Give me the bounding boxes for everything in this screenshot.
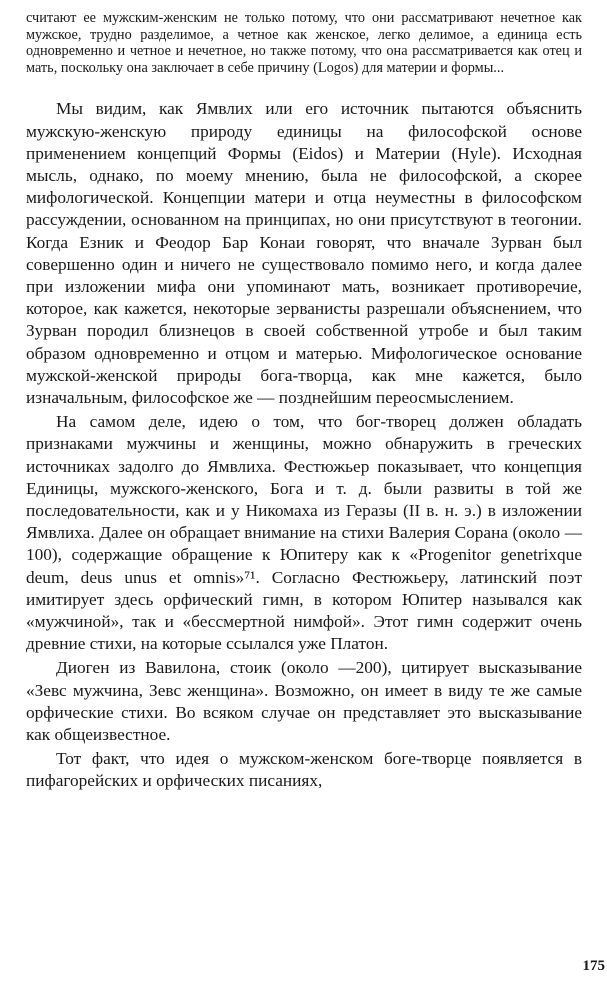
paragraph-4: Тот факт, что идея о мужском-женском боге-творце появляется в пифагорейских и орфических писаниях,: [26, 749, 582, 791]
paragraph-1: Мы видим, как Ямвлих или его источник пытаются объяснить мужскую-женскую природу единицы на философской основе применением концепций Формы (Eidos) и Материи (Hyle). Исходная мысль, однако, по моему мнению, была не философской, а скорее мифологической. Концепции матери и отца неуместны в философском рассуждении, основанном на принципах, но они присутствуют в теогонии. Когда Езник и Феодор Бар Конаи говорят, что вначале Зурван был совершенно один и ничего не существовало помимо него, и когда далее при изложении мифа они упоминают мать, возникает противоречие, которое, как кажется, некоторые зерванисты разрешали объяснением, что Зурван породил близнецов в своей собственной утробе и был таким образом одновременно и отцом и матерью. Мифологическое основание мужской-женской природы бога-творца, как мне кажется, было изначальным, философское же — позднейшим переосмыслением.: [26, 99, 582, 408]
paragraph-2: На самом деле, идею о том, что бог-творец должен обладать признаками мужчины и женщины, можно обнаружить в греческих источниках задолго до Ямвлиха. Фестюжьер показывает, что концепция Единицы, мужского-женского, Бога и т. д. были развиты в той же последовательности, как и у Никомаха из Геразы (II в. н. э.) в изложении Ямвлиха. Далее он обращает внимание на стихи Валерия Сорана (около —100), содержащие обращение к Юпитеру как к «Progenitor genetrixque deum, deus unus et omnis»⁷¹. Согласно Фестюжьеру, латинский поэт имитирует здесь орфический гимн, в котором Юпитер назывался как «мужчиной», так и «бессмертной нимфой». Этот гимн содержит очень древние стихи, на которые ссылался уже Платон.: [26, 412, 582, 654]
book-page: [26, 10, 582, 990]
paragraph-3: Диоген из Вавилона, стоик (около —200), цитирует высказывание «Зевс мужчина, Зевс женщина». Возможно, он имеет в виду те же самые орфические стихи. Во всяком случае он представляет это высказывание как общеизвестное.: [26, 658, 582, 745]
block-quote: считают ее мужским-женским не только потому, что они рассматривают нечетное как мужское, трудно разделимое, а четное как женское, легко делимое, а единица есть одновременно и четное и нечетное, но также потому, что она рассматривается как отец и мать, поскольку она заключает в себе причину (Logos) для материи и формы...: [26, 10, 582, 76]
page-number: 175: [582, 958, 605, 974]
